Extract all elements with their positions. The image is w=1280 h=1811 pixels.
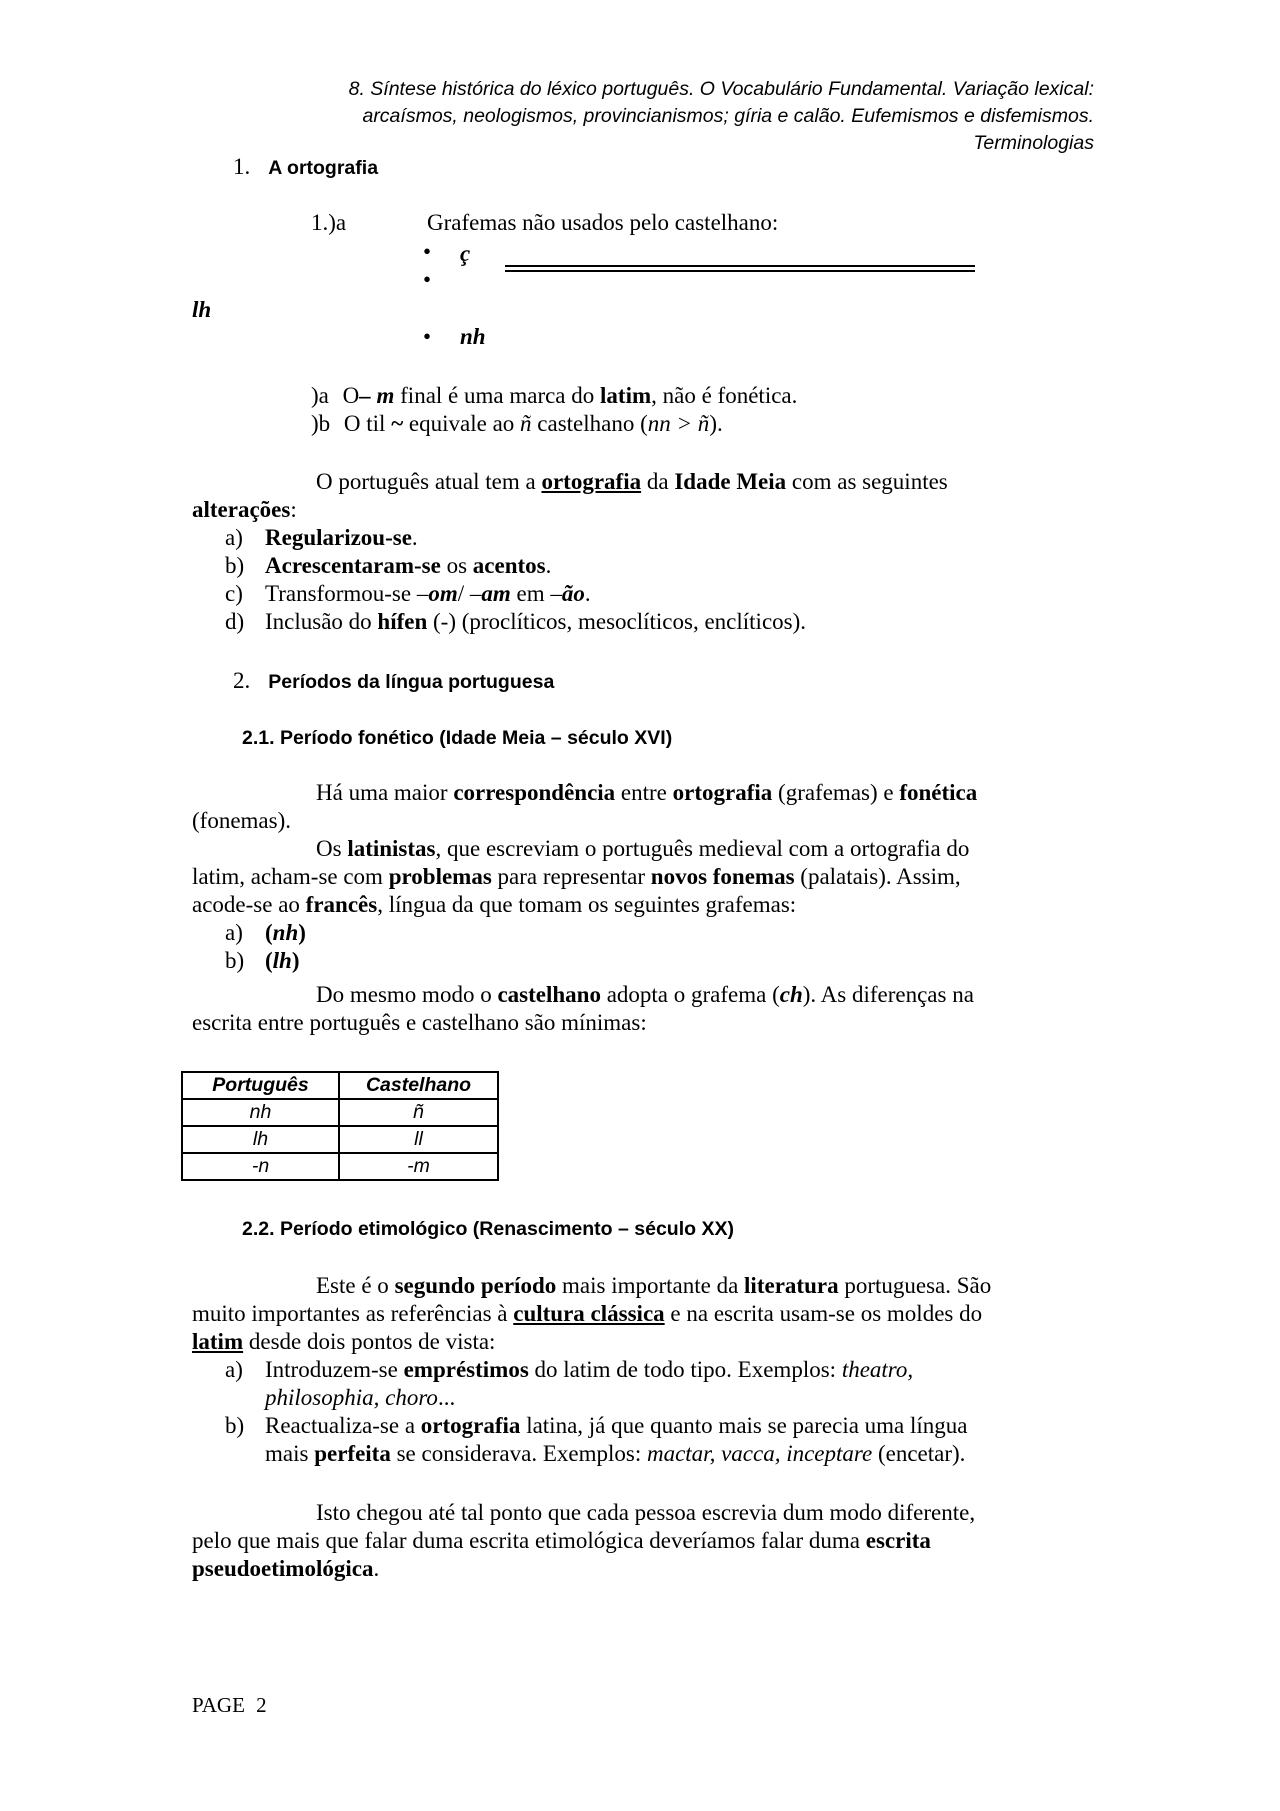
bullet-1: • [423,239,432,264]
list-item: a) Regularizou-se. [225,525,418,550]
header-line-2: arcaísmos, neologismos, provincianismos; gíria e calão. Eufemismos e disfemismos. [362,105,1094,127]
list-item: b) Reactualiza-se a ortografia latina, já que quanto mais se parecia uma língua mais perfeita se considerava. Exemplos: mactar, vacca, inceptare (encetar). [225,1413,968,1466]
p-orth-idade-meia: Idade Meia [674,469,787,494]
list-item: a) (nh) [225,920,306,945]
table-header-castelhano: Castelhano [339,1072,498,1099]
table-cell: -n [182,1153,339,1180]
list-item: b) Acrescentaram-se os acentos. [225,553,552,578]
section-1-heading [233,154,378,180]
list-item: c) Transformou-se –om/ –am em –ão. [225,581,591,606]
bullet-3: • [423,324,432,349]
sub-1a-text: Grafemas não usados pelo castelhano: [427,210,779,235]
note-b-text-5: castelhano ( [531,411,648,436]
comparison-table [181,1071,499,1181]
list-item: a) Introduzem-se empréstimos do latim de todo tipo. Exemplos: theatro, philosophia, choro... [225,1357,914,1410]
p-orth-alteracoes: alterações [192,497,291,522]
table-header-row [182,1072,498,1099]
page-footer [192,1691,267,1719]
table-cell: lh [182,1126,339,1153]
running-header [200,76,1094,157]
note-a-label: )a [311,383,329,408]
subsection-2-1-title: 2.1. Período fonético (Idade Meia – século XVI) [242,727,673,749]
paragraph-2-2: Este é o segundo período mais importante da literatura portuguesa. São muito importantes as referências à cultura clássica e na escrita usam-se os moldes do latim desde dois pontos de vista: [192,1273,992,1354]
p-orth-t3: da [641,469,675,494]
paragraph-castelhano: Do mesmo modo o castelhano adopta o grafema (ch). As diferenças na escrita entre português e castelhano são mínimas: [192,982,974,1035]
note-b [311,410,723,438]
note-b-label: )b [311,411,331,436]
p-orth-colon: : [290,497,297,522]
table-cell: nh [182,1099,339,1126]
list-points-of-view [225,1356,1095,1468]
paragraph-final: Isto chegou até tal ponto que cada pessoa escrevia dum modo diferente, pelo que mais que falar duma escrita etimológica deveríamos falar duma escrita pseudoetimológica. [192,1500,976,1581]
note-a-text-1: O [342,383,360,408]
note-b-enye: ñ [520,411,532,436]
section-1-number: 1. [233,154,251,179]
paragraph-2-1: Há uma maior correspondência entre ortografia (grafemas) e fonética (fonemas). Os latinistas, que escreviam o português medieval com a ortografia do latim, acham-se com problemas para representar novos fonemas (palatais). Assim, acode-se ao francês, língua da que tomam os seguintes grafemas: [192,780,978,917]
grapheme-lh: lh [192,297,212,322]
note-a-text-5: , não é fonética. [651,383,798,408]
list-alteracoes [225,524,1085,636]
p-orth-t5: com as seguintes [786,469,948,494]
page-number: 2 [256,1693,267,1717]
header-line-3: Terminologias [973,132,1094,154]
section-2-title: Períodos da língua portuguesa [268,671,555,693]
table-cell: ll [339,1126,498,1153]
list-graphemes [225,919,306,975]
page-label: PAGE [192,1693,245,1717]
table-row [182,1153,498,1180]
list-item: b) (lh) [225,948,300,973]
grapheme-nh: nh [460,324,486,349]
list-item: d) Inclusão do hífen (-) (proclíticos, mesoclíticos, enclíticos). [225,609,807,634]
note-b-nn: nn > ñ [647,411,710,436]
table-header-portugues: Português [182,1072,339,1099]
note-a-m: – m [359,383,395,408]
grapheme-c-cedilla: ç [460,241,471,266]
sub-1a-label: 1.)a [311,210,347,235]
bullet-2: • [423,267,432,292]
table-cell: ñ [339,1099,498,1126]
table-row [182,1099,498,1126]
note-a [311,382,797,410]
note-b-text-3: equivale ao [403,411,521,436]
header-line-1: 8. Síntese histórica do léxico português. O Vocabulário Fundamental. Variação lexical: [348,78,1094,100]
p-orth-ortografia: ortografia [541,469,642,494]
note-b-text-7: ). [709,411,723,436]
section-2-number: 2. [233,668,251,693]
table-row [182,1126,498,1153]
section-2-heading [233,668,554,694]
note-a-latim: latim [600,383,652,408]
subsection-2-2-title: 2.2. Período etimológico (Renascimento – século XX) [242,1218,734,1240]
note-b-tilde: ~ [391,411,404,436]
paragraph-orthography [192,468,1092,524]
double-rule-line [505,265,975,272]
section-1-title: A ortografia [268,157,379,179]
note-a-text-3: final é uma marca do [394,383,601,408]
table-cell: -m [339,1153,498,1180]
note-b-text-1: O til [343,411,392,436]
p-orth-t1: O português atual tem a [316,469,542,494]
